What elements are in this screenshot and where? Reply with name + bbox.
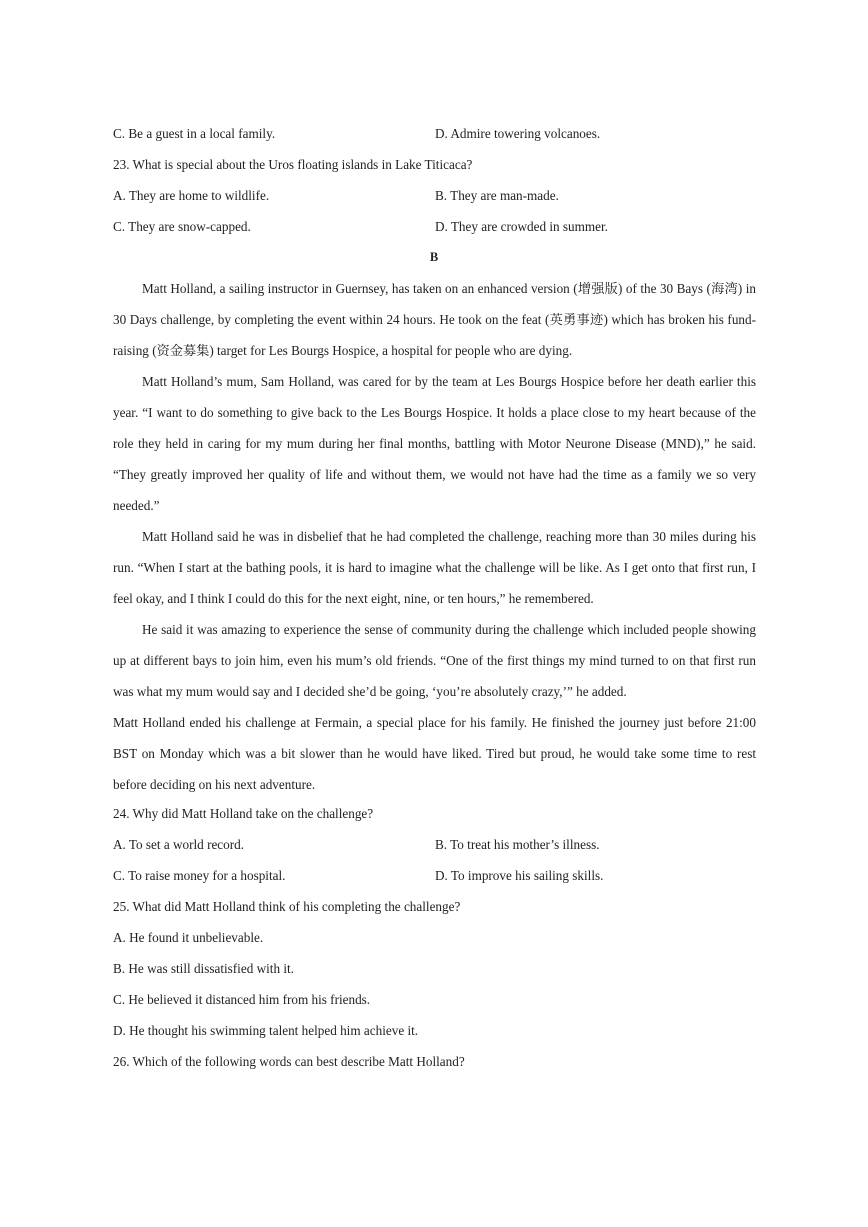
q25-option-a: A. He found it unbelievable.	[113, 930, 264, 945]
q23-stem: 23. What is special about the Uros floating islands in Lake Titicaca?	[113, 157, 473, 172]
q24-option-a: A. To set a world record.	[113, 837, 245, 852]
q25-option-c: C. He believed it distanced him from his friends.	[113, 992, 371, 1007]
q25-option-d: D. He thought his swimming talent helped him achieve it.	[113, 1023, 419, 1038]
passage-paragraph-5: Matt Holland ended his challenge at Fermain, a special place for his family. He finished the journey just before 21:00 BST on Monday which was a bit slower than he would have liked. Tired but proud, he would take some time to rest before deciding on his next adventure.	[113, 715, 756, 792]
q24-option-d: D. To improve his sailing skills.	[435, 868, 604, 883]
q23-option-b: B. They are man-made.	[435, 188, 559, 203]
passage-paragraph-1: Matt Holland, a sailing instructor in Guernsey, has taken on an enhanced version (增强版) of the 30 Bays (海湾) in 30 Days challenge, by completing the event within 24 hours. He took on the feat (英勇事迹) which has broken his fund-raising (资金募集) target for Les Bourgs Hospice, a hospital for people who are dying.	[113, 281, 756, 358]
passage-paragraph-2: Matt Holland’s mum, Sam Holland, was cared for by the team at Les Bourgs Hospice before her death earlier this year. “I want to do something to give back to the Les Bourgs Hospice. It holds a place close to my heart because of the role they held in caring for my mum during her final months, battling with Motor Neurone Disease (MND),” he said. “They greatly improved her quality of life and without them, we would not have had the time as a family we so very needed.”	[113, 374, 756, 513]
q23-option-d: D. They are crowded in summer.	[435, 219, 608, 234]
q22-option-c: C. Be a guest in a local family.	[113, 126, 276, 141]
q23-option-a: A. They are home to wildlife.	[113, 188, 270, 203]
q22-option-d: D. Admire towering volcanoes.	[435, 126, 601, 141]
q26-stem: 26. Which of the following words can best describe Matt Holland?	[113, 1054, 465, 1069]
q24-stem: 24. Why did Matt Holland take on the challenge?	[113, 806, 374, 821]
q24-option-b: B. To treat his mother’s illness.	[435, 837, 600, 852]
q24-option-c: C. To raise money for a hospital.	[113, 868, 286, 883]
q23-option-c: C. They are snow-capped.	[113, 219, 251, 234]
passage-paragraph-3: Matt Holland said he was in disbelief that he had completed the challenge, reaching more than 30 miles during his run. “When I start at the bathing pools, it is hard to imagine what the challenge will be like. As I get onto that first run, I feel okay, and I think I could do this for the next eight, nine, or ten hours,” he remembered.	[113, 529, 756, 606]
q25-option-b: B. He was still dissatisfied with it.	[113, 961, 294, 976]
section-title: B	[429, 250, 439, 264]
q25-stem: 25. What did Matt Holland think of his completing the challenge?	[113, 899, 461, 914]
passage-paragraph-4: He said it was amazing to experience the sense of community during the challenge which included people showing up at different bays to join him, even his mum’s old friends. “One of the first things my mind turned to on that first run was what my mum would say and I decided she’d be going, ‘you’re absolutely crazy,’” he added.	[113, 622, 756, 699]
